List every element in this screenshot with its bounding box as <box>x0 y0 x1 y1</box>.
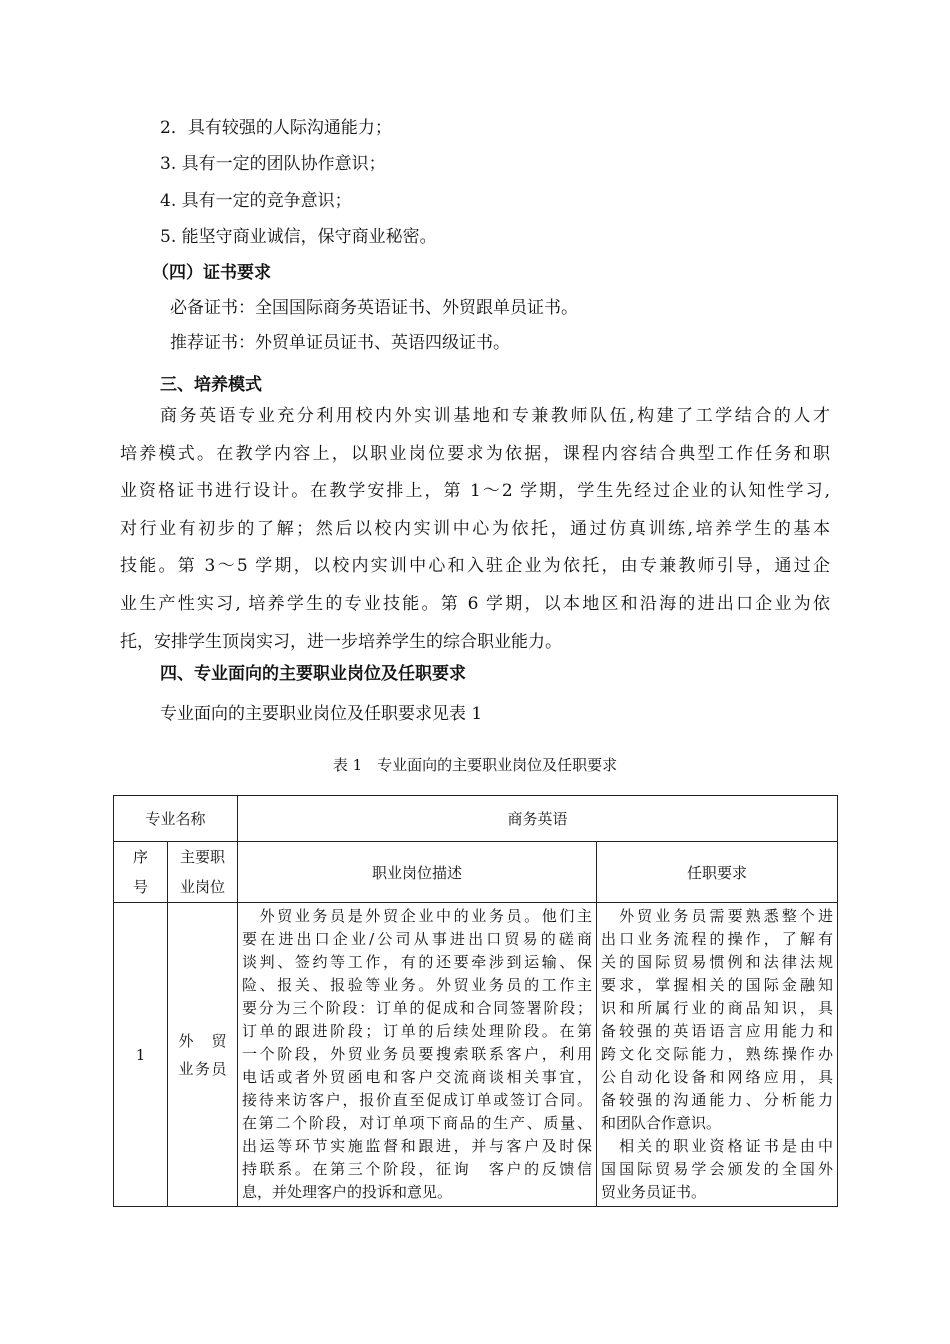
ability-item-2: 2．具有较强的人际沟通能力； <box>160 118 392 138</box>
section3-title: 三、培养模式 <box>160 375 262 395</box>
desc-line: 要在进出口企业/公司从事进出口贸易的磋商 <box>242 930 593 948</box>
section4-intro: 专业面向的主要职业岗位及任职要求见表 1 <box>160 704 483 724</box>
post-header-line1: 主要职 <box>180 848 226 866</box>
post-header-line2: 业岗位 <box>180 878 226 896</box>
desc-line: 出运等环节实施监督和跟进，并与客户及时保 <box>242 1137 593 1155</box>
seq-header-line1: 序 <box>132 848 148 866</box>
req-line: 要求，掌握相关的国际金融知 <box>601 976 834 994</box>
table-caption: 表 1 专业面向的主要职业岗位及任职要求 <box>332 756 618 774</box>
paragraph-line: 技能。第 3～5 学期，以校内实训中心和入驻企业为依托，由专兼教师引导，通过企 <box>120 556 830 577</box>
req-line: 跨文化交际能力，熟练操作办 <box>601 1045 834 1063</box>
desc-line: 持联系。在第三个阶段，征询 客户的反馈信 <box>242 1160 593 1178</box>
req-line: 备较强的沟通能力、分析能力 <box>601 1091 834 1109</box>
paragraph-line: 业生产性实习, 培养学生的专业技能。第 6 学期，以本地区和沿海的进出口企业为依 <box>120 593 830 614</box>
seq-header-line2: 号 <box>132 878 148 896</box>
ability-item-3: 3. 具有一定的团队协作意识； <box>160 154 386 174</box>
desc-line: 外贸业务员是外贸企业中的业务员。他们主 <box>242 907 593 925</box>
req-line: 外贸业务员需要熟悉整个进 <box>601 907 834 925</box>
paragraph-line: 对行业有初步的了解；然后以校内实训中心为依托，通过仿真训练,培养学生的基本 <box>120 518 830 539</box>
req-line: 公自动化设备和网络应用，具 <box>601 1068 834 1086</box>
section4-title: 四、专业面向的主要职业岗位及任职要求 <box>160 664 466 684</box>
desc-line: 在第二个阶段，对订单项下商品的生产、质量、 <box>242 1114 593 1132</box>
cert-heading: （四）证书要求 <box>152 263 271 283</box>
paragraph-line: 托，安排学生顶岗实习，进一步培养学生的综合职业能力。 <box>120 631 562 652</box>
post-header <box>168 842 238 903</box>
row1-post <box>168 903 238 1207</box>
job-requirements-table <box>113 795 838 1207</box>
req-line: 相关的职业资格证书是由中 <box>601 1137 834 1155</box>
cert-recommended: 推荐证书：外贸单证员证书、英语四级证书。 <box>170 333 510 353</box>
section3-paragraph <box>120 398 830 661</box>
row1-post-line1: 外贸 <box>178 1031 227 1050</box>
desc-line: 谈判、签约等工作，有的还要牵涉到运输、保 <box>242 953 593 971</box>
desc-line: 要分为三个阶段：订单的促成和合同签署阶段； <box>242 999 593 1017</box>
req-line: 和团队合作意识。 <box>601 1114 722 1132</box>
row1-post-line2: 业务员 <box>178 1059 227 1078</box>
paragraph-line: 培养模式。在教学内容上，以职业岗位要求为依据，课程内容结合典型工作任务和职 <box>120 443 830 464</box>
req-line: 备较强的英语语言应用能力和 <box>601 1022 834 1040</box>
desc-line: 一个阶段，外贸业务员要搜索联系客户，利用 <box>242 1045 593 1063</box>
req-line: 出口业务流程的操作，了解有 <box>601 930 834 948</box>
desc-line: 息，并处理客户的投诉和意见。 <box>242 1183 453 1201</box>
row1-requirements <box>597 903 838 1207</box>
paragraph-line: 商务英语专业充分利用校内外实训基地和专兼教师队伍,构建了工学结合的人才 <box>160 406 830 426</box>
req-line: 国国际贸易学会颁发的全国外 <box>601 1160 834 1178</box>
desc-line: 接待来访客户，报价直至促成订单或签订合同。 <box>242 1091 593 1109</box>
req-header: 任职要求 <box>597 842 838 903</box>
table-header-row <box>114 842 838 903</box>
ability-item-4: 4. 具有一定的竞争意识； <box>160 191 352 211</box>
major-value-cell: 商务英语 <box>238 796 838 842</box>
desc-header: 职业岗位描述 <box>238 842 597 903</box>
paragraph-line: 业资格证书进行设计。在教学安排上，第 1～2 学期，学生先经过企业的认知性学习, <box>120 481 830 502</box>
desc-line: 订单的跟进阶段；订单的后续处理阶段。在第 <box>242 1022 593 1040</box>
req-line: 识和所属行业的商品知识，具 <box>601 999 834 1017</box>
cert-required: 必备证书：全国国际商务英语证书、外贸跟单员证书。 <box>170 298 578 318</box>
row1-seq: 1 <box>114 903 168 1207</box>
ability-item-5: 5. 能坚守商业诚信，保守商业秘密。 <box>160 227 437 247</box>
req-line: 贸业务员证书。 <box>601 1183 707 1201</box>
seq-header <box>114 842 168 903</box>
desc-line: 险、报关、报验等业务。外贸业务员的工作主 <box>242 976 593 994</box>
req-line: 关的国际贸易惯例和法律法规 <box>601 953 834 971</box>
major-label-cell: 专业名称 <box>114 796 238 842</box>
table-row <box>114 796 838 842</box>
table-row <box>114 903 838 1207</box>
desc-line: 电话或者外贸函电和客户交流商谈相关事宜， <box>242 1068 593 1086</box>
row1-description <box>238 903 597 1207</box>
